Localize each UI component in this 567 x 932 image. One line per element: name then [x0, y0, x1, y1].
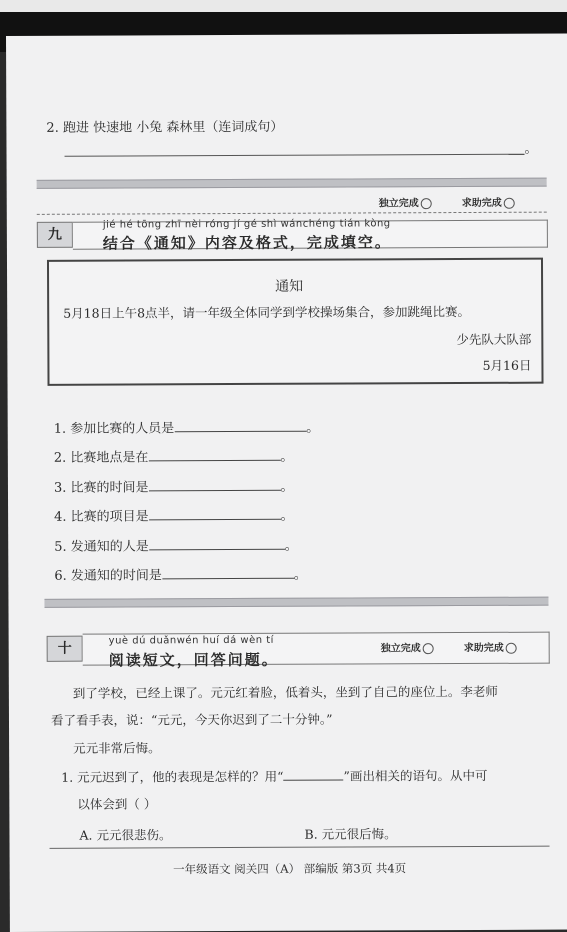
notice-sender: 少先队大队部 — [456, 331, 532, 348]
answer-blank[interactable] — [149, 537, 285, 551]
badge-label: 求助完成 — [463, 642, 504, 655]
answer-blank[interactable] — [148, 478, 280, 492]
help-checkbox[interactable] — [504, 197, 515, 208]
page-footer: 一年级语文 阅关四（A） 部编版 第3页 共4页 — [173, 861, 407, 877]
option-b[interactable]: B. 元元很后悔。 — [304, 826, 397, 842]
question-label: 1. 参加比赛的人员是 — [53, 421, 175, 437]
notice-title: 通知 — [275, 278, 304, 295]
period-mark: 。 — [306, 420, 320, 436]
section-number-9: 九 — [37, 222, 73, 248]
passage-line-1: 到了学校，已经上课了。元元红着脸，低着头，坐到了自己的座位上。李老师 — [72, 683, 498, 701]
answer-line[interactable] — [65, 154, 525, 157]
help-badge — [462, 194, 515, 209]
answer-blank[interactable] — [162, 566, 294, 580]
section-title: 阅读短文，回答问题。 — [108, 650, 279, 670]
question-label: 3. 比赛的时间是 — [53, 480, 149, 496]
underline-sample — [283, 768, 343, 781]
answer-blank[interactable] — [149, 507, 281, 521]
question10-line-2[interactable]: 以体会到（ ） — [77, 796, 157, 812]
question-2 — [54, 448, 294, 467]
help-badge — [464, 639, 517, 654]
question-text: 1. 元元迟到了，他的表现是怎样的？用“ — [61, 768, 284, 785]
question-label: 6. 发通知的时间是 — [54, 568, 162, 584]
badge-label: 独立完成 — [378, 198, 419, 210]
question-text: ”画出相关的语句。从中可 — [343, 767, 488, 784]
exam-page — [6, 34, 567, 932]
question-4 — [54, 507, 294, 526]
question-label: 4. 比赛的项目是 — [54, 509, 149, 525]
independent-badge — [381, 639, 434, 654]
header-dash — [37, 212, 547, 218]
question-6 — [54, 566, 307, 585]
answer-blank[interactable] — [174, 419, 306, 433]
notice-date: 5月16日 — [482, 357, 532, 373]
notice-box — [47, 258, 544, 386]
independent-badge — [379, 194, 432, 209]
notice-body: 5月18日上午8点半，请一年级全体同学到学校操场集合，参加跳绳比赛。 — [63, 303, 471, 321]
help-checkbox[interactable] — [506, 642, 517, 653]
question-label: 2. 比赛地点是在 — [53, 450, 149, 466]
footer-rule — [50, 846, 550, 849]
section-pinyin: yuè dú duǎnwén huí dá wèn tí — [108, 634, 274, 647]
question-5 — [54, 537, 298, 556]
independent-checkbox[interactable] — [421, 198, 432, 209]
section-divider — [44, 597, 548, 608]
period-mark: 。 — [280, 508, 294, 524]
passage-line-2: 看了看手表，说：“元元，今天你迟到了二十分钟。” — [50, 711, 333, 728]
passage-line-3: 元元非常后悔。 — [73, 740, 161, 756]
question-label: 5. 发通知的人是 — [54, 539, 149, 555]
sentence-question: 2. 跑进 快速地 小兔 森林里（连词成句） — [46, 119, 284, 136]
period-mark: 。 — [280, 479, 294, 495]
section-title: 结合《通知》内容及格式，完成填空。 — [102, 233, 392, 253]
independent-checkbox[interactable] — [423, 643, 434, 654]
badge-label: 求助完成 — [461, 197, 502, 210]
period-mark: 。 — [293, 567, 307, 583]
period-mark: 。 — [280, 449, 294, 465]
section-number-10: 十 — [47, 636, 83, 662]
answer-blank[interactable] — [148, 448, 280, 462]
section-divider — [37, 178, 547, 189]
question-1 — [54, 419, 320, 438]
period-mark: 。 — [284, 538, 298, 554]
top-strip — [0, 0, 567, 12]
section-pinyin: jié hé tōng zhī nèi róng jí gé shì wánchéng tián kòng — [102, 218, 391, 231]
period-mark: 。 — [524, 141, 538, 157]
question10-line-1 — [61, 767, 487, 786]
option-a[interactable]: A. 元元很悲伤。 — [79, 827, 172, 843]
question-3 — [54, 478, 294, 497]
badge-label: 独立完成 — [380, 643, 421, 655]
